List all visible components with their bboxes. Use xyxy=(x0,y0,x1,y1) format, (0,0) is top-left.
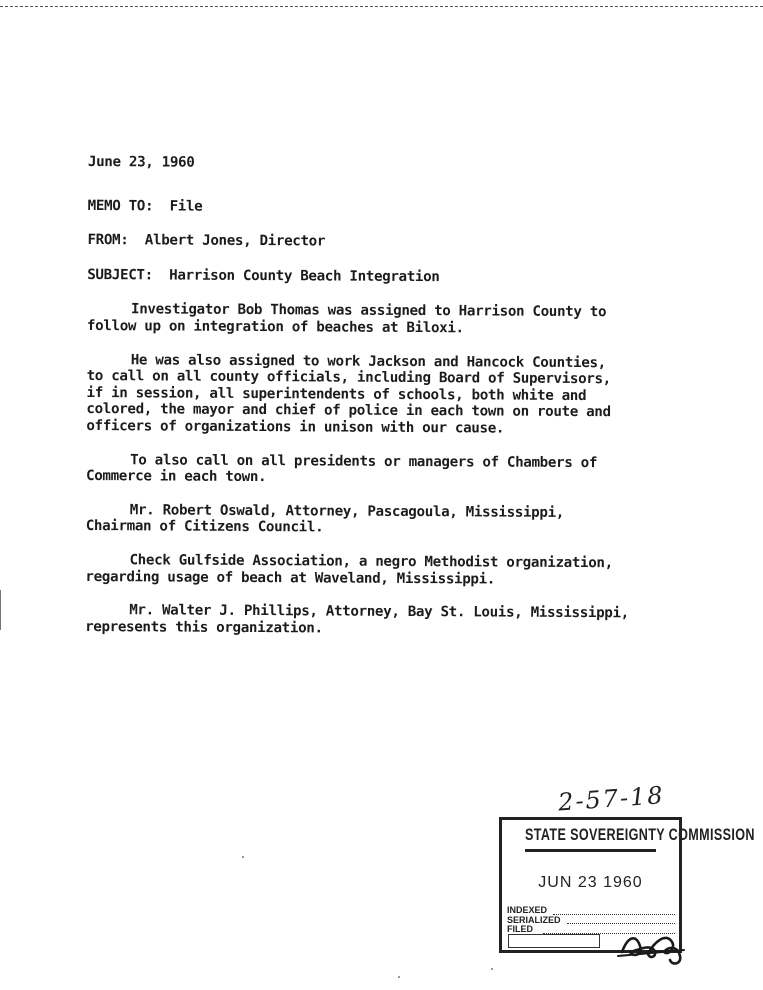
memo-paragraph xyxy=(85,602,685,639)
memo-paragraph-line: follow up on integration of beaches at Biloxi. xyxy=(86,317,464,337)
memo-paragraph-line: Commerce in each town. xyxy=(85,468,267,486)
memo-to-label: MEMO TO: xyxy=(87,197,154,214)
stamp-field-label: SERIALIZED xyxy=(507,914,561,925)
memo-paragraph-line: officers of organizations in unison with our cause. xyxy=(86,417,505,437)
memo-subject-label: SUBJECT: xyxy=(87,266,153,284)
scan-speck xyxy=(398,976,400,978)
memo-paragraph xyxy=(86,452,686,489)
scan-speck xyxy=(491,968,493,970)
memo-paragraph-line: represents this organization. xyxy=(85,618,323,637)
left-margin-mark xyxy=(0,590,4,630)
memo-paragraph-line: Check Gulfside Association, a negro Methodist organization, xyxy=(129,552,613,572)
stamp-box xyxy=(508,934,600,948)
handwritten-file-number: 2-57-18 xyxy=(557,781,666,817)
memo-subject-value: Harrison County Beach Integration xyxy=(169,267,440,285)
memo-body xyxy=(85,301,687,639)
memo-paragraph-line: Investigator Bob Thomas was assigned to Harrison County to xyxy=(131,301,607,321)
memo-document xyxy=(85,154,688,639)
scan-speck xyxy=(242,856,244,858)
memo-from-label: FROM: xyxy=(87,232,129,249)
stamp-field-label: INDEXED xyxy=(507,905,548,915)
memo-paragraph xyxy=(87,301,687,338)
memo-paragraph-line: colored, the mayor and chief of police in each town on route and xyxy=(86,401,611,421)
memo-paragraph-line: if in session, all superintendents of schools, both white and xyxy=(86,384,587,404)
memo-to-value: File xyxy=(169,198,203,215)
stamp-date: JUN 23 1960 xyxy=(538,874,643,891)
memo-paragraph-line: Mr. Walter J. Phillips, Attorney, Bay St. Louis, Mississippi, xyxy=(129,602,629,622)
memo-subject-line xyxy=(87,267,687,287)
memo-date: June 23, 1960 xyxy=(87,154,195,171)
memo-paragraph-line: regarding usage of beach at Waveland, Mississippi. xyxy=(85,568,496,587)
top-edge-rule xyxy=(0,0,763,7)
stamp-field-label: FILED xyxy=(507,924,533,934)
stamp-field-dots xyxy=(553,914,675,915)
memo-paragraph xyxy=(85,552,685,589)
memo-from-line xyxy=(87,232,687,252)
memo-paragraph xyxy=(86,502,686,539)
handwritten-initials-icon xyxy=(614,916,694,966)
memo-to-line xyxy=(88,198,688,218)
memo-paragraph-line: He was also assigned to work Jackson and Hancock Counties, xyxy=(130,351,606,371)
memo-paragraph-line: To also call on all presidents or managers of Chambers of xyxy=(130,451,598,471)
memo-paragraph-line: Mr. Robert Oswald, Attorney, Pascagoula, Mississippi, xyxy=(129,501,565,521)
memo-from-value: Albert Jones, Director xyxy=(144,232,326,250)
stamp-title: STATE SOVEREIGNTY COMMISSION xyxy=(525,820,656,852)
memo-paragraph-line: Chairman of Citizens Council. xyxy=(85,518,324,536)
memo-paragraph xyxy=(86,352,686,439)
memo-paragraph-line: to call on all county officials, including Board of Supervisors, xyxy=(86,368,611,388)
